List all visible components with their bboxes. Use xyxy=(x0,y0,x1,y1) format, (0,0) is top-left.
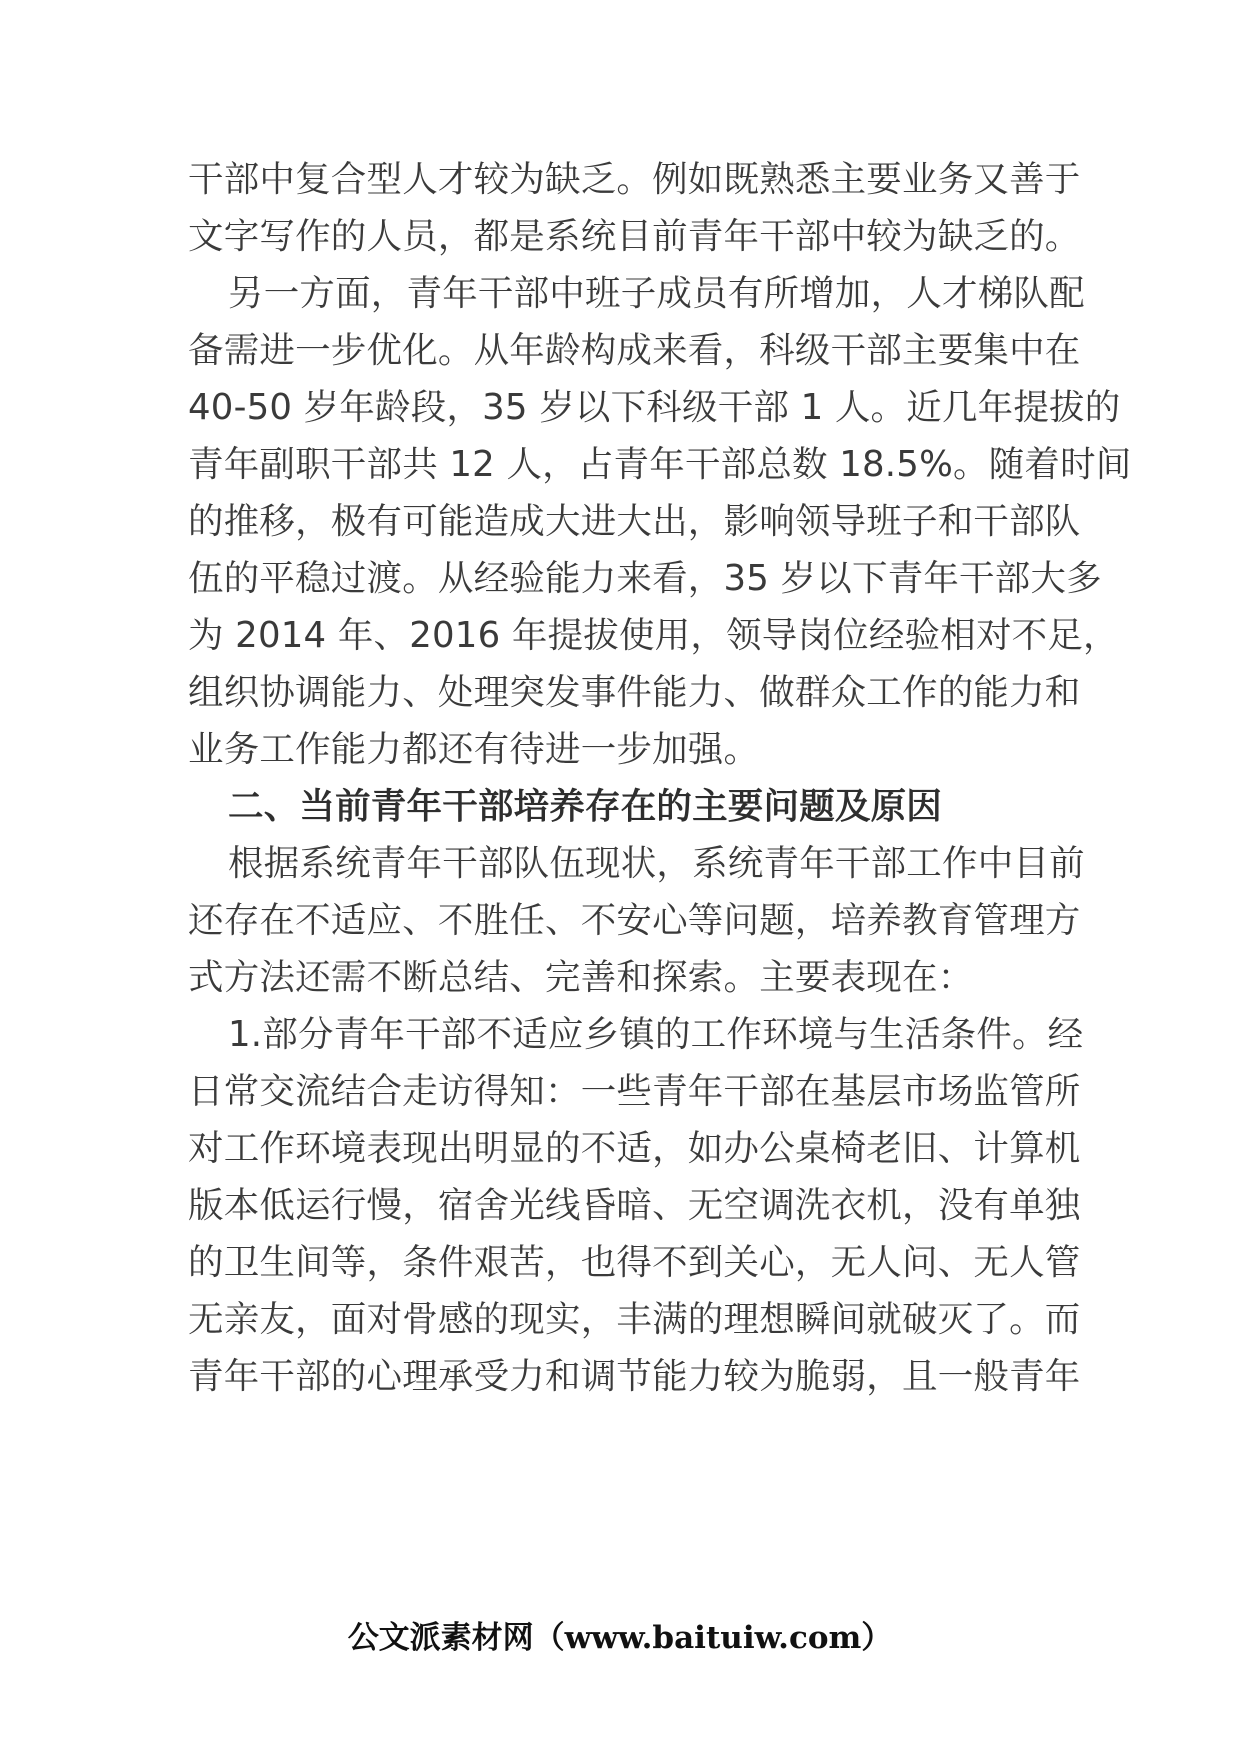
body-line: 还存在不适应、不胜任、不安心等问题，培养教育管理方 xyxy=(188,900,1081,941)
body-line: 另一方面，青年干部中班子成员有所增加，人才梯队配 xyxy=(228,273,1085,314)
body-line: 为 2014 年、2016 年提拔使用，领导岗位经验相对不足， xyxy=(188,615,1119,656)
body-line: 无亲友，面对骨感的现实，丰满的理想瞬间就破灭了。而 xyxy=(188,1299,1081,1340)
body-line: 的卫生间等，条件艰苦，也得不到关心，无人问、无人管 xyxy=(188,1242,1081,1283)
body-line: 1.部分青年干部不适应乡镇的工作环境与生活条件。经 xyxy=(228,1014,1084,1055)
section-heading: 二、当前青年干部培养存在的主要问题及原因 xyxy=(228,786,943,827)
body-line: 业务工作能力都还有待进一步加强。 xyxy=(188,729,760,770)
body-line: 版本低运行慢，宿舍光线昏暗、无空调洗衣机，没有单独 xyxy=(188,1185,1081,1226)
body-line: 青年副职干部共 12 人，占青年干部总数 18.5%。随着时间 xyxy=(188,444,1132,485)
body-line: 伍的平稳过渡。从经验能力来看，35 岁以下青年干部大多 xyxy=(188,558,1102,599)
body-line: 备需进一步优化。从年龄构成来看，科级干部主要集中在 xyxy=(188,330,1081,371)
body-line: 40-50 岁年龄段，35 岁以下科级干部 1 人。近几年提拔的 xyxy=(188,387,1121,428)
footer-watermark: 公文派素材网（www.baituiw.com） xyxy=(347,1620,893,1656)
body-line: 组织协调能力、处理突发事件能力、做群众工作的能力和 xyxy=(188,672,1081,713)
body-line: 文字写作的人员，都是系统目前青年干部中较为缺乏的。 xyxy=(188,216,1081,257)
body-line: 对工作环境表现出明显的不适，如办公桌椅老旧、计算机 xyxy=(188,1128,1081,1169)
body-line: 日常交流结合走访得知：一些青年干部在基层市场监管所 xyxy=(188,1071,1081,1112)
body-line: 青年干部的心理承受力和调节能力较为脆弱，且一般青年 xyxy=(188,1356,1081,1397)
body-line: 干部中复合型人才较为缺乏。例如既熟悉主要业务又善于 xyxy=(188,159,1081,200)
body-line: 的推移，极有可能造成大进大出，影响领导班子和干部队 xyxy=(188,501,1081,542)
body-line: 式方法还需不断总结、完善和探索。主要表现在： xyxy=(188,957,974,998)
body-line: 根据系统青年干部队伍现状，系统青年干部工作中目前 xyxy=(228,843,1085,884)
